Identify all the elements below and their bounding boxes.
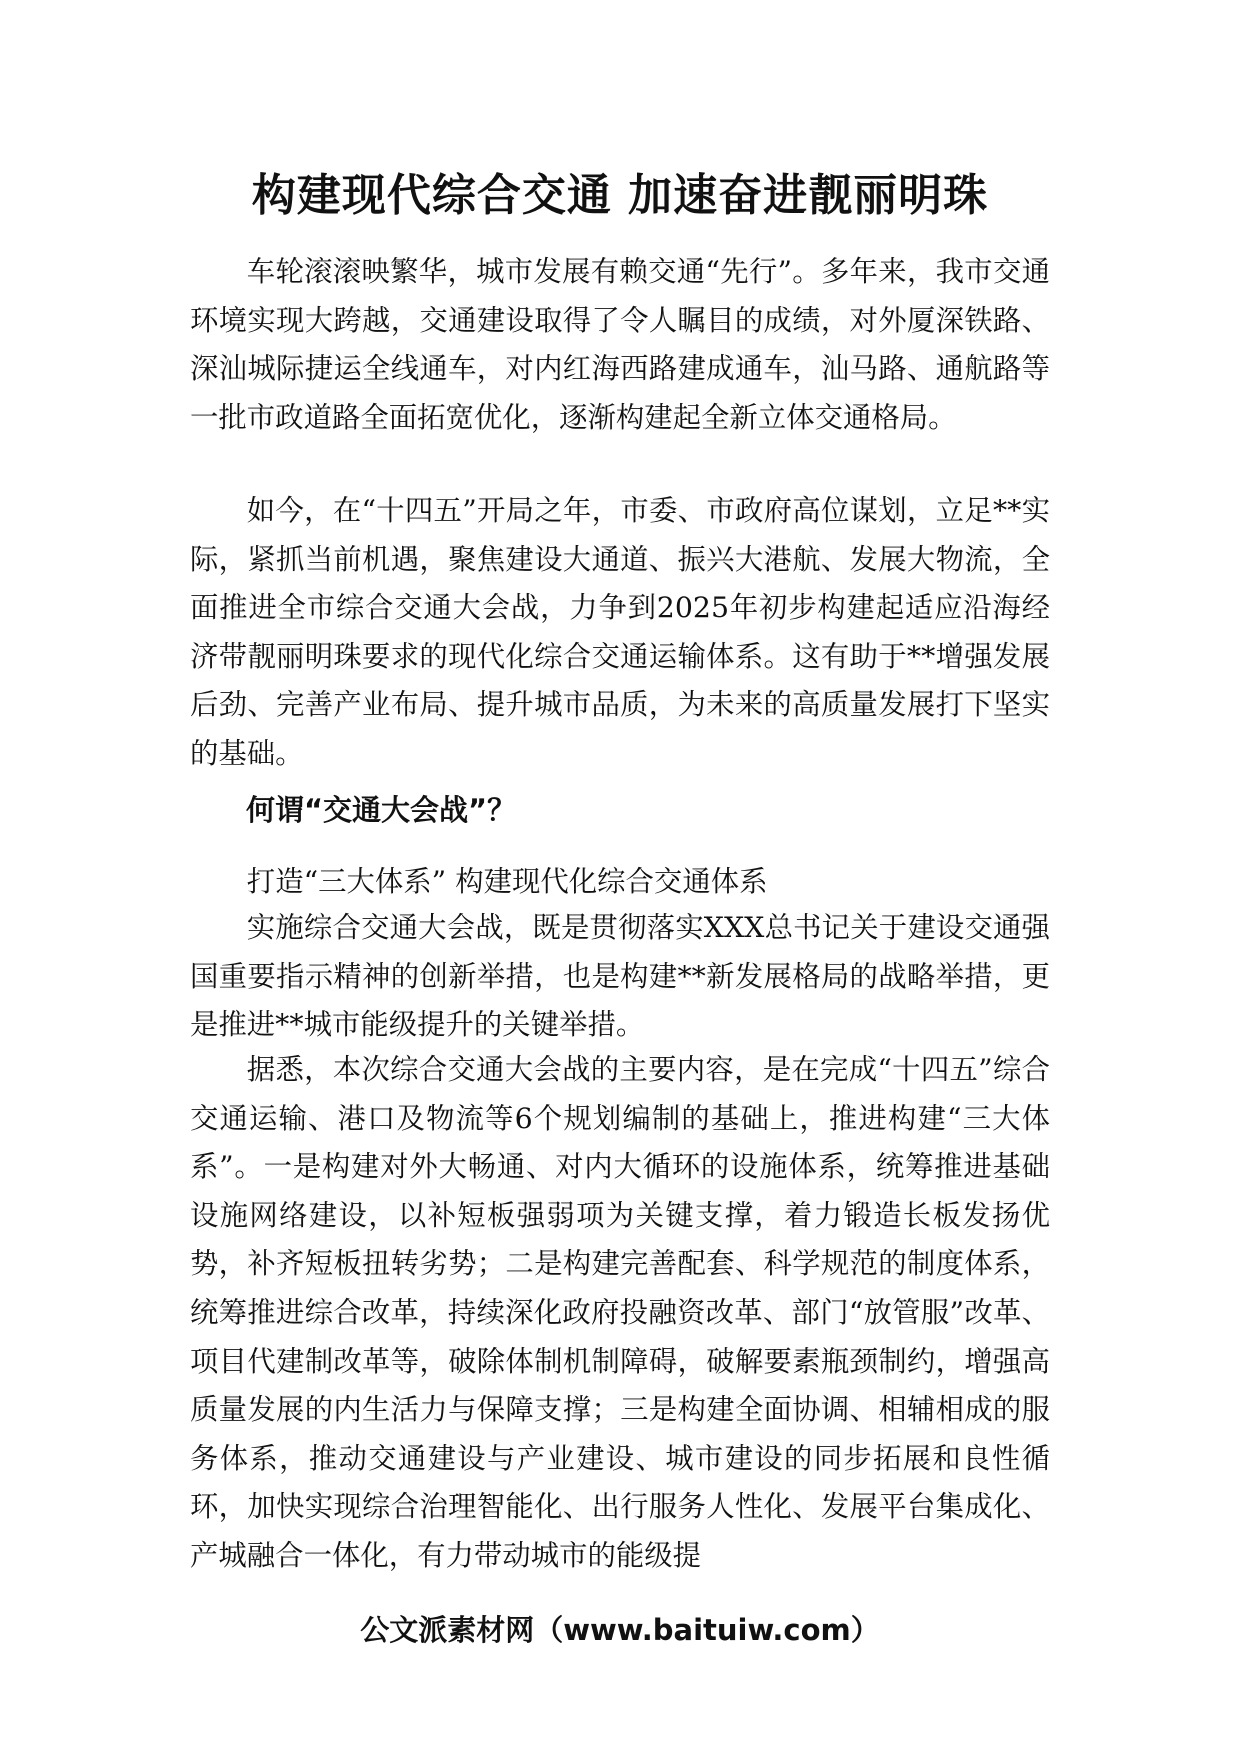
paragraph-text: 实施综合交通大会战，既是贯彻落实XXX总书记关于建设交通强国重要指示精神的创新举措，也是构建**新发展格局的战略举措，更是推进**城市能级提升的关键举措。 [190,911,1050,1042]
section-heading: 何谓“交通大会战”？ [246,793,517,827]
paragraph-three-systems [190,1046,1050,1581]
footer-watermark: 公文派素材网（www.baituiw.com） [360,1613,880,1647]
paragraph-plan [190,487,1050,779]
paragraph-text: 如今，在“十四五”开局之年，市委、市政府高位谋划，立足**实际，紧抓当前机遇，聚焦建设大通道、振兴大港航、发展大物流，全面推进全市综合交通大会战，力争到2025年初步构建起适应沿海经济带靓丽明珠要求的现代化综合交通运输体系。这有助于**增强发展后劲、完善产业布局、提升城市品质，为未来的高质量发展打下坚实的基础。 [190,494,1050,770]
paragraph-text: 打造“三大体系” 构建现代化综合交通体系 [246,865,768,898]
document-title: 构建现代综合交通 加速奋进靓丽明珠 [251,170,989,221]
paragraph-text: 车轮滚滚映繁华，城市发展有赖交通“先行”。多年来，我市交通环境实现大跨越，交通建设取得了令人瞩目的成绩，对外厦深铁路、深汕城际捷运全线通车，对内红海西路建成通车，汕马路、通航路等一批市政道路全面拓宽优化，逐渐构建起全新立体交通格局。 [190,255,1050,434]
paragraph-intro [190,248,1050,442]
paragraph-subheading [190,858,1050,907]
paragraph-significance [190,904,1050,1050]
paragraph-text: 据悉，本次综合交通大会战的主要内容，是在完成“十四五”综合交通运输、港口及物流等6个规划编制的基础上，推进构建“三大体系”。一是构建对外大畅通、对内大循环的设施体系，统筹推进基础设施网络建设，以补短板强弱项为关键支撑，着力锻造长板发扬优势，补齐短板扭转劣势；二是构建完善配套、科学规范的制度体系，统筹推进综合改革，持续深化政府投融资改革、部门“放管服”改革、项目代建制改革等，破除体制机制障碍，破解要素瓶颈制约，增强高质量发展的内生活力与保障支撑；三是构建全面协调、相辅相成的服务体系，推动交通建设与产业建设、城市建设的同步拓展和良性循环，加快实现综合治理智能化、出行服务人性化、发展平台集成化、产城融合一体化，有力带动城市的能级提 [190,1053,1050,1572]
